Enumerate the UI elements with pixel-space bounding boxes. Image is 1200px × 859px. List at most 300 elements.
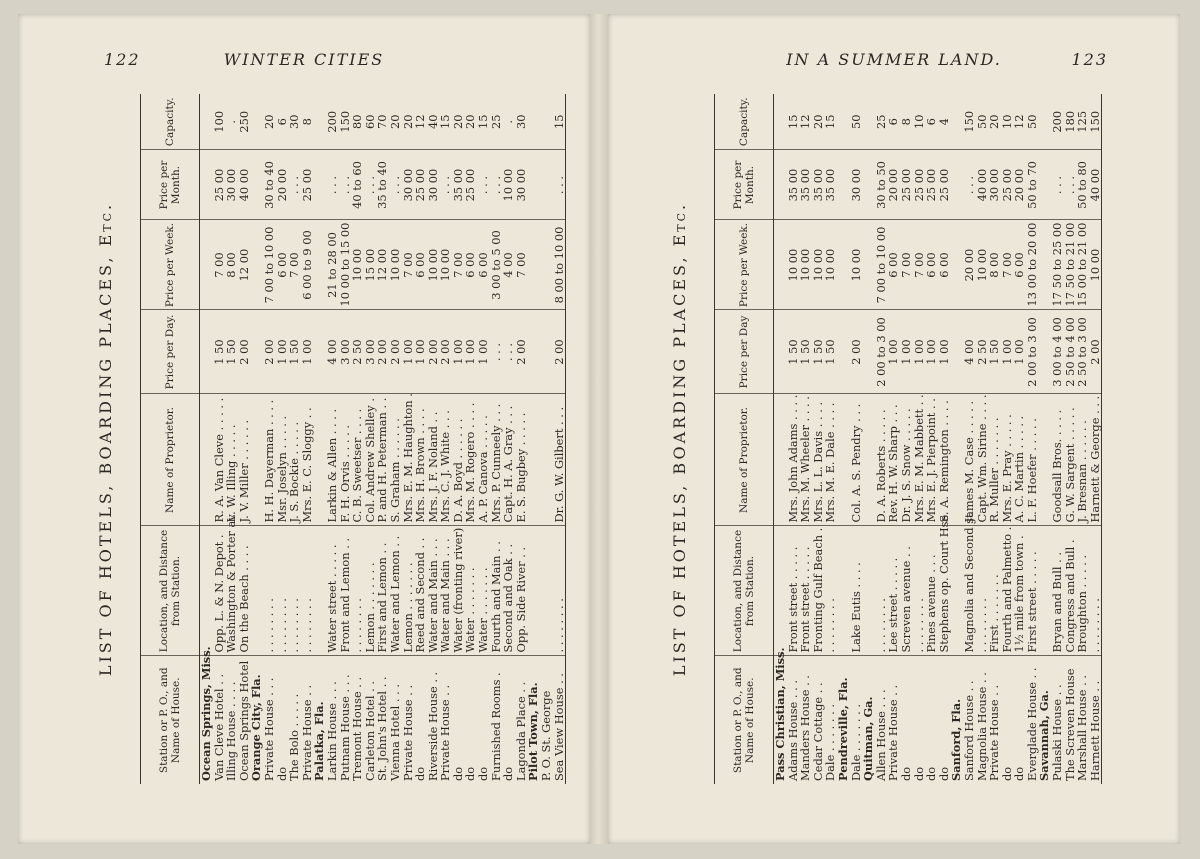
table-cell: Mrs. H. Brown . . . . [414, 394, 427, 526]
column-header: Station or P. O., and Name of House. [141, 656, 200, 784]
table-cell: 1 50 [812, 310, 825, 394]
table-cell: Stephens op. Court Hse [938, 526, 951, 656]
table-cell: 30 [288, 94, 301, 150]
column-header: Location, and Distance from Station. [141, 526, 200, 656]
table-cell: 6 00 to 9 00 [301, 220, 314, 310]
table-row [988, 94, 1001, 784]
table-cell: First . . . . . . . [988, 526, 1001, 656]
table-cell: Mrs. E. Pray . . . . . [1001, 394, 1014, 526]
table-cell: 2 00 [263, 310, 276, 394]
table-cell: 30 00 [515, 150, 528, 220]
table-cell: 25 00 [464, 150, 477, 220]
table-cell: 12 [1013, 94, 1026, 150]
table-cell: . . . . . . . . [276, 526, 289, 656]
table-cell: D. A. Boyd . . . . . . [452, 394, 465, 526]
table-cell: 10 00 [787, 220, 800, 310]
table-cell: 1 00 [887, 310, 900, 394]
table-cell: 25 00 [213, 150, 226, 220]
table-cell: 180 [1064, 94, 1077, 150]
table-cell: Ocean Springs Hotel [236, 660, 251, 781]
table-cell: 30 to 40 [263, 150, 276, 220]
table-cell: 2 00 [238, 310, 251, 394]
table-cell: 30 00 [850, 150, 863, 220]
table-cell: Msr. Joselyn . . . . . [276, 394, 289, 526]
table-row [301, 94, 314, 784]
table-cell: Harnett & George . . . [1089, 394, 1102, 526]
table-cell: Water . . . . . . . [464, 526, 477, 656]
table-cell: 12 [799, 94, 812, 150]
table-cell [774, 526, 787, 656]
table-cell: 8 [900, 94, 913, 150]
table-cell: 80 [351, 94, 364, 150]
table-cell: 8 00 to 10 00 [553, 220, 566, 310]
table-cell: L. W. Illing . . . . . [225, 394, 238, 526]
table-cell: 6 00 [464, 220, 477, 310]
table-cell [527, 526, 540, 656]
table-cell [862, 310, 875, 394]
table-cell: . . . [439, 150, 452, 220]
table-cell: Opp. L. & N. Depot . [213, 526, 226, 656]
table-cell: 25 00 [414, 150, 427, 220]
state-heading-row [862, 94, 875, 784]
table-cell: 50 [976, 94, 989, 150]
table-row [502, 94, 515, 784]
table-cell: D. A. Roberts . . . . . [875, 394, 888, 526]
left-rotated-table-area [96, 94, 566, 784]
table-cell: J. Bresnan . . . . . . [1076, 394, 1089, 526]
table-cell: do [1012, 766, 1027, 781]
table-cell: Mrs. M. Wheeler . . . . [799, 394, 812, 526]
table-cell: The Screven House [1062, 668, 1077, 781]
table-cell: Tremont House . . [350, 676, 365, 781]
table-cell: Water (fronting river) [452, 526, 465, 656]
table-cell: Fronting Gulf Beach . [812, 526, 825, 656]
table-cell: 10 00 [439, 220, 452, 310]
table-cell: 25 00 [900, 150, 913, 220]
table-cell: 35 00 [799, 150, 812, 220]
table-cell: . . . . . . . . [263, 526, 276, 656]
right-rotated-table-area [670, 94, 1130, 784]
table-cell: 25 [875, 94, 888, 150]
table-cell: Allen House . . . [873, 689, 888, 781]
table-row [938, 94, 951, 784]
table-cell: 7 00 [515, 220, 528, 310]
table-cell [837, 394, 850, 526]
table-cell: E. S. Bugbey . . . . . [515, 394, 528, 526]
table-cell [837, 220, 850, 310]
table-cell: Water and Main . . . [427, 526, 440, 656]
table-cell: 1 00 [301, 310, 314, 394]
table-cell: Front street . . . . . [799, 526, 812, 656]
table-cell: . . . . . . . . [913, 526, 926, 656]
table-cell: . . . [1051, 150, 1064, 220]
table-cell: 21 to 28 00 [326, 220, 339, 310]
right-table-caption: LIST OF HOTELS, BOARDING PLACES, Etc. [670, 201, 689, 677]
table-cell: 25 00 [301, 150, 314, 220]
column-header: Price per Month. [141, 150, 200, 220]
table-row [414, 94, 427, 784]
table-cell: 40 [427, 94, 440, 150]
table-cell: 35 00 [824, 150, 837, 220]
table-cell: Fourth and Palmetto . [1001, 526, 1014, 656]
table-row [553, 94, 566, 784]
table-cell: Manders House . . [798, 675, 813, 781]
table-cell: 2 00 [1089, 310, 1102, 394]
table-cell: Magnolia House . . [974, 672, 989, 781]
table-row [225, 94, 238, 784]
table-cell: 200 [1051, 94, 1064, 150]
table-cell: Private House . . [987, 684, 1002, 781]
table-cell: Marshall House . . [1075, 675, 1090, 781]
column-header: Name of Proprietor. [715, 394, 774, 526]
table-cell: 20 00 [963, 220, 976, 310]
table-cell: . . . . . . . . [351, 526, 364, 656]
table-cell: 20 [402, 94, 415, 150]
table-cell: Dale . . . . . . . [823, 704, 838, 781]
table-row [1076, 94, 1089, 784]
table-cell: Goodsall Bros. . . . . [1051, 394, 1064, 526]
table-cell: 7 00 [288, 220, 301, 310]
table-cell: 7 00 [402, 220, 415, 310]
table-cell: 6 00 [887, 220, 900, 310]
table-cell: Lemon . . . . . . . [364, 526, 377, 656]
table-cell: 25 [490, 94, 503, 150]
table-cell: Orange City, Fla. [249, 674, 264, 781]
right-running-head: IN A SUMMER LAND. [786, 50, 1002, 69]
table-cell: 1 00 [477, 310, 490, 394]
table-cell: Congress and Bull . [1064, 526, 1077, 656]
left-page [18, 14, 590, 844]
column-header: Station or P. O., and Name of House. [715, 656, 774, 784]
table-cell [527, 220, 540, 310]
table-cell: 1 00 [925, 310, 938, 394]
table-cell: do [274, 766, 289, 781]
table-cell: 1 50 [799, 310, 812, 394]
right-page-header [608, 50, 1180, 80]
table-cell: H. H. Dayerman . . . . [263, 394, 276, 526]
table-cell [862, 220, 875, 310]
table-cell: 2 50 to 4 00 [1064, 310, 1077, 394]
table-cell: . . . [364, 150, 377, 220]
table-cell: Dale . . . . . . . [848, 704, 863, 781]
table-cell: 20 00 [1013, 150, 1026, 220]
table-cell [540, 526, 553, 656]
table-cell: 17 50 to 21 00 [1064, 220, 1077, 310]
table-cell: 2 50 to 3 00 [1076, 310, 1089, 394]
table-cell: 2 00 [427, 310, 440, 394]
table-cell: 10 00 [850, 220, 863, 310]
table-cell: 4 00 [326, 310, 339, 394]
table-cell: Private House . . [438, 684, 453, 781]
table-cell [837, 94, 850, 150]
table-cell: 20 [812, 94, 825, 150]
table-cell: 150 [1089, 94, 1102, 150]
table-cell: 200 [326, 94, 339, 150]
table-cell: 7 00 [452, 220, 465, 310]
table-cell: 20 [452, 94, 465, 150]
table-cell: 1 00 [452, 310, 465, 394]
table-cell: 1 00 [1001, 310, 1014, 394]
table-cell: 15 00 [364, 220, 377, 310]
table-cell: 15 [824, 94, 837, 150]
table-cell: . [225, 94, 238, 150]
column-header: Price per Month. [715, 150, 774, 220]
table-cell: . . . [553, 150, 566, 220]
left-hotel-table [140, 94, 566, 784]
table-cell [774, 310, 787, 394]
table-cell: 6 00 [938, 220, 951, 310]
table-cell: 6 00 [477, 220, 490, 310]
table-cell: 15 [553, 94, 566, 150]
table-cell: Lemon . . . . . . . [402, 526, 415, 656]
table-cell: Illing House . . . . [224, 681, 239, 781]
table-cell: do [924, 766, 939, 781]
table-cell: . . . [288, 150, 301, 220]
table-cell: . . . [502, 310, 515, 394]
table-cell: 30 [515, 94, 528, 150]
table-cell: 3 00 to 5 00 [490, 220, 503, 310]
table-cell: do [501, 766, 516, 781]
table-row [963, 94, 976, 784]
table-cell: Water and Lemon . . [389, 526, 402, 656]
right-hotel-table [714, 94, 1102, 784]
table-cell: 50 to 70 [1026, 150, 1039, 220]
table-cell [527, 150, 540, 220]
table-cell: 70 [376, 94, 389, 150]
table-cell: Vienna Hotel . . . [387, 684, 402, 781]
table-cell: Opp. Side River . . [515, 526, 528, 656]
table-cell: St. John's Hotel . . [375, 676, 390, 781]
table-cell [862, 526, 875, 656]
table-cell [862, 94, 875, 150]
table-cell: On the Beach . . . . [238, 526, 251, 656]
table-cell: Front street . . . . . [787, 526, 800, 656]
column-header: Capacity. [141, 94, 200, 150]
table-cell: 10 00 to 15 00 [339, 220, 352, 310]
table-cell: Lee street . . . . . [887, 526, 900, 656]
table-cell: Private House . . [886, 684, 901, 781]
table-cell [200, 310, 213, 394]
table-cell: G. W. Sargent . . . . . [1064, 394, 1077, 526]
table-cell: 10 00 [502, 150, 515, 220]
table-cell: 15 [787, 94, 800, 150]
table-cell [200, 394, 213, 526]
table-cell: 8 00 [988, 220, 1001, 310]
table-cell: Water . . . . . . . [477, 526, 490, 656]
table-cell: 7 00 to 10 00 [875, 220, 888, 310]
table-row [515, 94, 528, 784]
table-cell: 6 [925, 94, 938, 150]
table-cell: Water street . . . . . [326, 526, 339, 656]
table-cell: Mrs. E. M. Mabbett . . [913, 394, 926, 526]
table-cell: 7 00 [213, 220, 226, 310]
table-cell: 150 [339, 94, 352, 150]
table-cell: Mrs. E. C. Sloggy . . [301, 394, 314, 526]
book-gutter [590, 14, 608, 844]
table-cell: P. O. St. George [539, 690, 554, 781]
table-cell: 2 00 [850, 310, 863, 394]
table-cell: Sanford House . . [961, 680, 976, 781]
table-cell: C. B. Sweetser . . . . [351, 394, 364, 526]
table-cell: 20 [988, 94, 1001, 150]
right-page-number: 123 [1071, 50, 1108, 69]
table-cell: S. Graham . . . . . . [389, 394, 402, 526]
table-cell: do [450, 766, 465, 781]
table-cell: 35 to 40 [376, 150, 389, 220]
table-cell [200, 526, 213, 656]
table-cell: Van Cleve Hotel . . [211, 673, 226, 781]
table-cell: 10 00 [824, 220, 837, 310]
table-cell: . . . [1064, 150, 1077, 220]
table-cell: do [911, 766, 926, 781]
table-cell: Adams House . . . [785, 679, 800, 781]
table-cell: Col. A. S. Pendry . . . [850, 394, 863, 526]
table-cell: 6 00 [1013, 220, 1026, 310]
table-row [263, 94, 276, 784]
left-page-header [18, 50, 590, 80]
table-cell: 250 [238, 94, 251, 150]
table-cell: 50 to 80 [1076, 150, 1089, 220]
table-cell: Water and Main . . . [439, 526, 452, 656]
table-cell: Mrs. L. L. Davis . . . . [812, 394, 825, 526]
left-running-head: WINTER CITIES [223, 50, 385, 69]
table-cell [540, 150, 553, 220]
table-cell: 1 50 [787, 310, 800, 394]
table-cell: 1 50 [988, 310, 1001, 394]
table-cell: Dr. G. W. Gilbert . . . [553, 394, 566, 526]
table-cell: . . . [963, 150, 976, 220]
table-row [1089, 94, 1102, 784]
table-cell: 3 00 [339, 310, 352, 394]
table-cell: Rev. H. W. Sharp . . . [887, 394, 900, 526]
table-cell: Col. Andrew Shelley . [364, 394, 377, 526]
table-cell: 150 [963, 94, 976, 150]
table-cell: 20 00 [887, 150, 900, 220]
table-cell [540, 394, 553, 526]
table-cell: Lake Eutis . . . . [850, 526, 863, 656]
table-cell: 15 00 to 21 00 [1076, 220, 1089, 310]
table-cell: 35 00 [787, 150, 800, 220]
table-cell: Putnam House . . . [337, 674, 352, 781]
table-cell: 60 [364, 94, 377, 150]
table-cell: 1 50 [824, 310, 837, 394]
table-cell: Mrs. E. M. Haughton . [402, 394, 415, 526]
table-cell: Pulaski House . . [1050, 684, 1065, 781]
table-cell: 10 [913, 94, 926, 150]
table-cell: The Bolo . . . . . [287, 693, 302, 781]
table-cell: 1 50 [213, 310, 226, 394]
table-cell: do [463, 766, 478, 781]
table-cell: 13 00 to 20 00 [1026, 220, 1039, 310]
table-cell: Mrs. John Adams . . . . [787, 394, 800, 526]
table-cell: 6 00 [276, 220, 289, 310]
table-cell: 30 to 50 [875, 150, 888, 220]
table-cell: 12 00 [238, 220, 251, 310]
table-cell: 10 00 [389, 220, 402, 310]
table-cell: First and Lemon . . [376, 526, 389, 656]
column-header: Price per Day [715, 310, 774, 394]
table-cell: . . . . . . . . [1089, 526, 1102, 656]
table-cell: 3 00 to 4 00 [1051, 310, 1064, 394]
table-cell: 2 50 [976, 310, 989, 394]
table-cell: R. A. Van Cleve . . . . . [213, 394, 226, 526]
table-cell: 40 00 [238, 150, 251, 220]
table-row [288, 94, 301, 784]
table-cell: 1 00 [938, 310, 951, 394]
table-cell: 50 [1026, 94, 1039, 150]
table-cell: do [413, 766, 428, 781]
table-cell: do [999, 766, 1014, 781]
table-cell: 6 [887, 94, 900, 150]
table-cell: Screven avenue . . [900, 526, 913, 656]
table-cell: do [476, 766, 491, 781]
table-cell: Fourth and Main . . [490, 526, 503, 656]
table-cell: 7 00 [900, 220, 913, 310]
table-cell: . . . . . . . . [288, 526, 301, 656]
table-cell: 25 00 [1001, 150, 1014, 220]
table-cell [837, 526, 850, 656]
table-cell: 1 00 [913, 310, 926, 394]
table-row [326, 94, 339, 784]
table-cell: 3 00 [364, 310, 377, 394]
table-cell: R. Muller . . . . . . . [988, 394, 1001, 526]
table-cell: Private House . . [299, 684, 314, 781]
table-row [439, 94, 452, 784]
table-cell [540, 94, 553, 150]
table-cell: 1½ mile from town . [1013, 526, 1026, 656]
left-page-number: 122 [104, 50, 141, 69]
table-cell: 8 [301, 94, 314, 150]
table-cell: Mrs. E. J. Pierpoint . . [925, 394, 938, 526]
table-cell: Capt. Wm. Sirine . . . . [976, 394, 989, 526]
table-cell: 6 [276, 94, 289, 150]
table-cell: 35 00 [812, 150, 825, 220]
table-cell: 7 00 to 10 00 [263, 220, 276, 310]
table-cell: Pilot Town, Fla. [526, 682, 541, 781]
table-cell: 30 00 [427, 150, 440, 220]
table-cell: 30 00 [402, 150, 415, 220]
table-cell: Pendreville, Fla. [835, 677, 850, 781]
table-cell [837, 150, 850, 220]
table-cell: 30 00 [988, 150, 1001, 220]
table-cell: Capt. H. A. Gray . . . [502, 394, 515, 526]
table-cell: Mrs. J. F. Noland . . [427, 394, 440, 526]
table-cell: . . . . . . . . [976, 526, 989, 656]
column-header: Price per Day. [141, 310, 200, 394]
state-heading-row [837, 94, 850, 784]
table-cell: do [936, 766, 951, 781]
table-cell: Sanford, Fla. [949, 698, 964, 781]
right-page [608, 14, 1180, 844]
table-cell: 20 [263, 94, 276, 150]
table-cell [774, 94, 787, 150]
table-cell: Riverside House . . [425, 671, 440, 781]
table-cell: . . . . . . . . [824, 526, 837, 656]
table-cell: 10 00 [976, 220, 989, 310]
table-cell [200, 150, 213, 220]
table-cell: 2 00 [389, 310, 402, 394]
table-cell: 40 to 60 [351, 150, 364, 220]
table-cell: . . . . . . . . [875, 526, 888, 656]
table-row [1026, 94, 1039, 784]
table-cell [527, 310, 540, 394]
table-cell: 10 00 [1089, 220, 1102, 310]
table-cell: 2 00 to 3 00 [1026, 310, 1039, 394]
table-cell: 2 00 [515, 310, 528, 394]
table-cell [527, 394, 540, 526]
table-cell: Lagonda Place . . [513, 681, 528, 781]
table-cell: Pines avenue . . . [925, 526, 938, 656]
